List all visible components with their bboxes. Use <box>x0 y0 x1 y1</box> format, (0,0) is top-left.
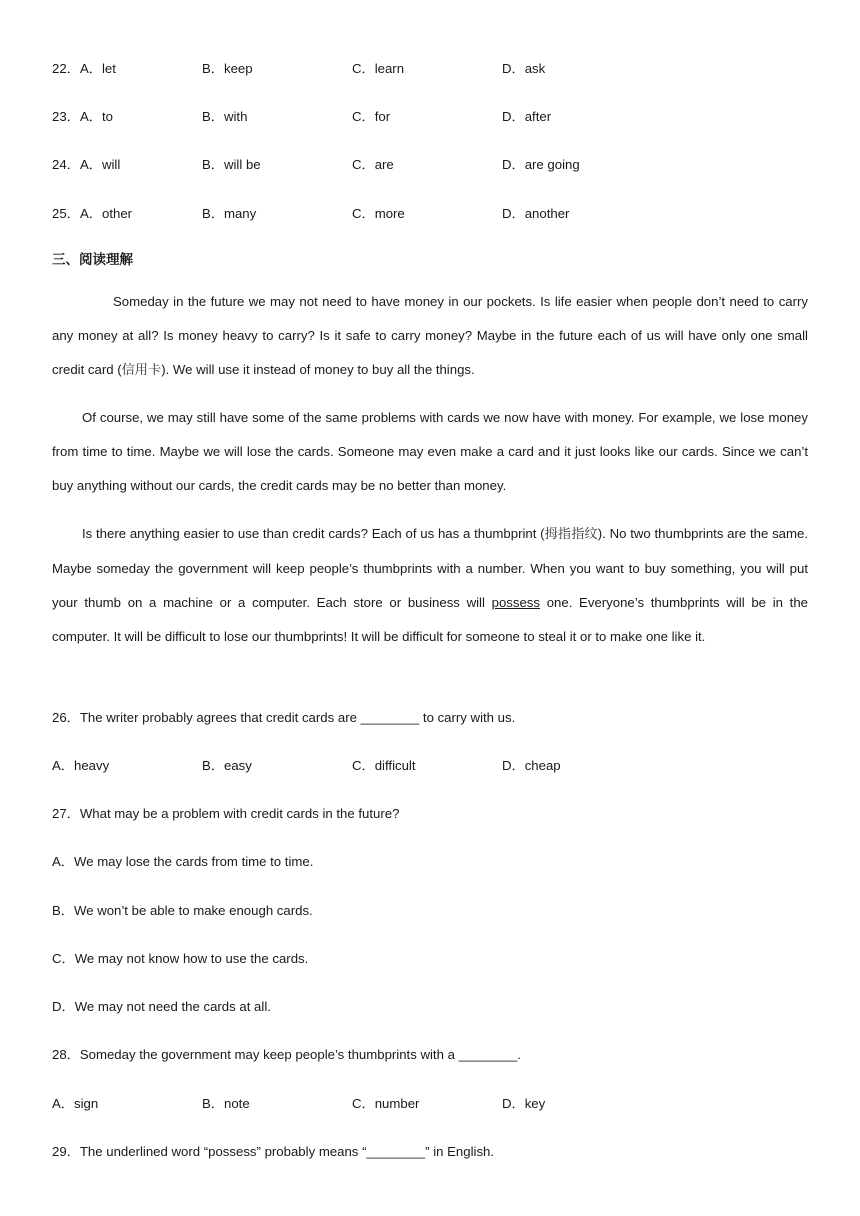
p1-text-b: ). We will use it instead of money to buy all the things. <box>161 362 475 377</box>
q28-option-a: A．sign <box>52 1096 99 1111</box>
section-heading: 三、阅读理解 <box>52 252 133 268</box>
q28-option-c: C．number <box>352 1096 420 1111</box>
q25-option-c: C．more <box>352 206 405 221</box>
p3-text-c: one. Everyone’s thumbprints will be in the computer. It will be difficult to lose our thumbprints! It will be difficult for someone to steal it or to make one like it. <box>52 595 808 644</box>
question-28-options <box>52 1094 808 1114</box>
q22-option-a: 22． <box>52 61 80 76</box>
underlined-word-possess: possess <box>491 595 540 610</box>
question-row-23 <box>52 107 808 127</box>
q27-option-a: A．We may lose the cards from time to time. <box>52 854 314 869</box>
q26-option-d: D．cheap <box>502 758 561 773</box>
p3-cjk-gloss: 拇指指纹 <box>544 527 598 542</box>
q23-option-c: C．for <box>352 109 391 124</box>
q26-text: 26．The writer probably agrees that credit cards are ________ to carry with us. <box>52 710 516 725</box>
q23-option-d: D．after <box>502 109 552 124</box>
passage-paragraph-3 <box>52 517 808 654</box>
q27-option-a-row <box>52 852 808 872</box>
q27-option-c-row <box>52 949 808 969</box>
q27-option-c: C．We may not know how to use the cards. <box>52 951 309 966</box>
question-row-22 <box>52 59 808 79</box>
question-27-stem <box>52 804 808 824</box>
q27-option-b-row <box>52 901 808 921</box>
question-row-25 <box>52 204 808 224</box>
question-26-options <box>52 756 808 776</box>
q24-number: 24． <box>52 157 80 172</box>
q23-option-a: A．to <box>80 109 113 124</box>
question-28-stem <box>52 1045 808 1065</box>
p3-text-b: ). No two thumbprints are the same. Maybe someday the government will keep people’s thumbprints with a number. When you want to buy something, you will put your thumb on a machine or a computer. Each store or business will <box>52 526 809 610</box>
q23-option-b: B．with <box>202 109 248 124</box>
q28-option-b: B．note <box>202 1096 250 1111</box>
q25-option-b: B．many <box>202 206 257 221</box>
q28-text: 28．Someday the government may keep people’s thumbprints with a ________. <box>52 1047 521 1062</box>
question-row-24 <box>52 155 808 175</box>
p1-cjk-gloss: 信用卡 <box>121 363 162 378</box>
q22-option-c: C．learn <box>352 61 405 76</box>
q26-option-c: C．difficult <box>352 758 416 773</box>
q25-option-d: D．another <box>502 206 570 221</box>
q26-option-b: B．easy <box>202 758 252 773</box>
p2-text: Of course, we may still have some of the same problems with cards we now have with money. For example, we lose money from time to time. Maybe we will lose the cards. Someone may even make a card and it just looks like our cards. Since we can’t buy anything without our cards, the credit cards may be no better than money. <box>52 410 808 493</box>
q24-option-a: A．will <box>80 157 121 172</box>
q22-option-d: D．ask <box>502 61 546 76</box>
q27-option-d: D．We may not need the cards at all. <box>52 999 271 1014</box>
q24-option-c: C．are <box>352 157 394 172</box>
q28-option-d: D．key <box>502 1096 546 1111</box>
q24-option-b: B．will be <box>202 157 261 172</box>
q27-text: 27．What may be a problem with credit cards in the future? <box>52 806 400 821</box>
q23-number: 23． <box>52 109 80 124</box>
q24-option-d: D．are going <box>502 157 580 172</box>
p1-text-a: Someday in the future we may not need to have money in our pockets. Is life easier when people don’t need to carry any money at all? Is money heavy to carry? Is it safe to carry money? Maybe in the future each of us will have only one small credit card ( <box>52 294 808 377</box>
q22-option-b: B．keep <box>202 61 253 76</box>
p3-text-a: Is there anything easier to use than credit cards? Each of us has a thumbprint ( <box>82 526 545 541</box>
q25-number: 25． <box>52 206 80 221</box>
q27-option-b: B．We won’t be able to make enough cards. <box>52 903 313 918</box>
q22-option-a-text: A．let <box>80 61 116 76</box>
q25-option-a: A．other <box>80 206 133 221</box>
passage-paragraph-1 <box>52 285 808 388</box>
question-29-stem <box>52 1142 808 1162</box>
q29-text: 29．The underlined word “possess” probably means “________” in English. <box>52 1144 495 1159</box>
question-26-stem <box>52 708 808 728</box>
passage-paragraph-2 <box>52 401 808 503</box>
q27-option-d-row <box>52 997 808 1017</box>
q26-option-a: A．heavy <box>52 758 110 773</box>
